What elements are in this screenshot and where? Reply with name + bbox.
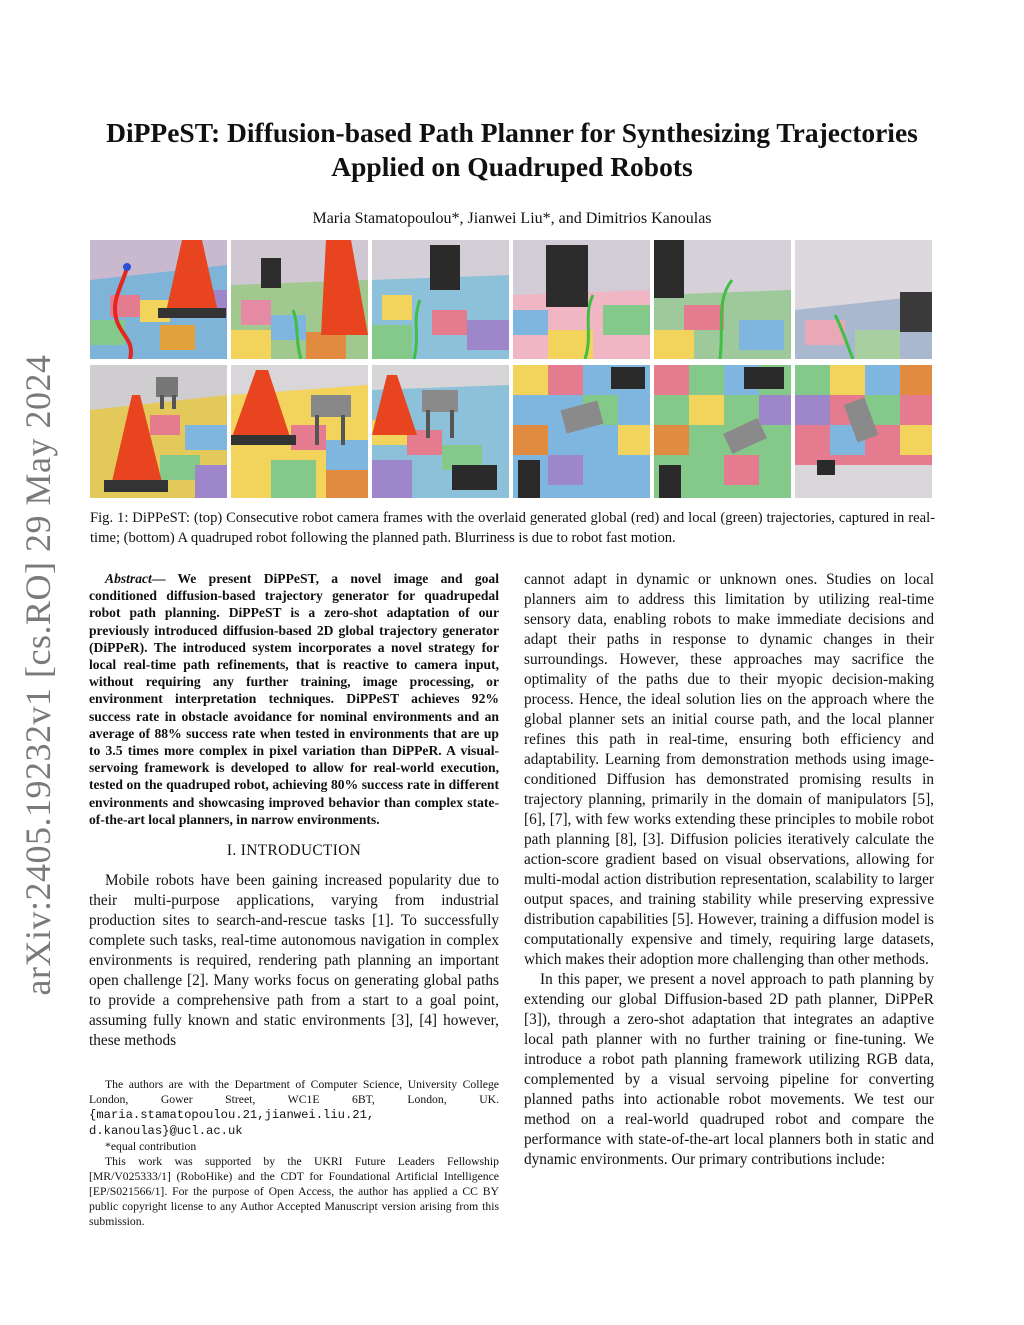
right-column	[524, 570, 934, 1170]
title-line-1: DiPPeST: Diffusion-based Path Planner for Synthesizing Trajectories	[106, 117, 918, 148]
robot-view-3	[372, 365, 509, 498]
robot-view-4	[513, 365, 650, 498]
footnote-funding: This work was supported by the UKRI Future Leaders Fellowship [MR/V025333/1] (RoboHike) and the CDT for Foundational Artificial Intelligence [EP/S021566/1]. For the purpose of Open Access, the author has applied a CC BY public copyright license to any Author Accepted Manuscript version arising from this submission.	[89, 1155, 499, 1228]
footnotes	[89, 1077, 499, 1229]
intro-paragraph-2: cannot adapt in dynamic or unknown ones. Studies on local planners aim to address this limitation by utilizing real-time sensory data, enabling robots to make immediate decisions and adapt their paths in response to dynamic changes in their surroundings. However, these approaches may sacrifice the optimality of the paths due to their myopic decision-making process. Hence, the ideal solution lies on the approach where the global planner sets an initial course path, and the local planner refines this path in real-time, ensuring both efficiency and adaptability. Learning from demonstration methods using image-conditioned Diffusion has demonstrated promising results in trajectory planning, primarily in the domain of manipulators [5], [6], [7], with few works extending these principles to mobile robot path planning [8], [3]. Diffusion policies iteratively calculate the action-score gradient based on visual observations, allowing for multi-modal action distribution representation, scalability to larger output spaces, and training stability while preserving expressive distribution capabilities [5]. However, training a diffusion model is computationally expensive and timely, requiring large datasets, which makes their adoption more challenging than other methods.	[524, 571, 934, 968]
camera-frame-2	[231, 240, 368, 359]
intro-paragraph-3: In this paper, we present a novel approach to path planning by extending our global Diffusion-based 2D path planner, DiPPeR [3]), through a zero-shot adaptation that integrates an adaptive local path planner with no further training or fine-tuning. We introduce a robot path planning framework utilizing RGB data, complemented by a visual servoing pipeline for converting planned paths into actionable robot movements. We test our method on a real-world quadruped robot and compare the performance with state-of-the-art local planners both in static and dynamic environments. Our primary contributions include:	[524, 971, 934, 1168]
title-line-2: Applied on Quadruped Robots	[331, 151, 693, 182]
arxiv-side-stamp	[8, 350, 68, 1000]
intro-paragraph-1: Mobile robots have been gaining increased popularity due to their multi-purpose applications, varying from industrial production sites to search-and-rescue tasks [1]. To successfully complete such tasks, real-time autonomous navigation in complex environments is required, rendering path planning an important open challenge [2]. Many works focus on generating global paths to provide a comprehensive path from a start to a goal point, assuming fully known and static environments [3], [4] however, these methods	[89, 872, 499, 1050]
camera-frame-3	[372, 240, 509, 359]
affiliation-text: The authors are with the Department of Computer Science, University College London, Gower Street, WC1E 6BT, London, UK.	[89, 1078, 499, 1106]
arxiv-id: arXiv:2405.19232v1 [cs.RO] 29 May 2024	[18, 354, 58, 996]
robot-view-2	[231, 365, 368, 498]
paper-title	[60, 116, 964, 184]
left-column	[89, 570, 499, 1051]
footnote-affiliation	[89, 1077, 499, 1139]
camera-frame-4	[513, 240, 650, 359]
abstract	[89, 570, 499, 828]
author-emails-2: d.kanoulas}@ucl.ac.uk	[89, 1124, 243, 1138]
figure-1	[90, 240, 935, 498]
robot-view-6	[795, 365, 932, 498]
section-heading-introduction: I. INTRODUCTION	[226, 842, 362, 860]
camera-frame-5	[654, 240, 791, 359]
figure-caption: Fig. 1: DiPPeST: (top) Consecutive robot camera frames with the overlaid generated global (red) and local (green) trajectories, captured in real-time; (bottom) A quadruped robot following the planned path. Blurriness is due to robot fast motion.	[90, 510, 935, 546]
abstract-label: Abstract	[105, 571, 152, 586]
robot-view-5	[654, 365, 791, 498]
abstract-text: — We present DiPPeST, a novel image and goal conditioned diffusion-based trajectory generator for quadrupedal robot path planning. DiPPeST is a zero-shot adaptation of our previously introduced diffusion-based 2D global trajectory generator (DiPPeR). The introduced system incorporates a novel strategy for local real-time path refinements, that is reactive to camera input, without requiring any further training, image processing, or environment interpretation techniques. DiPPeST achieves 92% success rate in obstacle avoidance for nominal environments and an average of 88% success rate when tested in environments that are up to 3.5 times more complex in pixel variation than DiPPeR. A visual-servoing framework is developed to allow for real-world execution, tested on the quadruped robot, achieving 80% success rate in different environments and showcasing improved behavior than complex state-of-the-art local planners, in narrow environments.	[89, 571, 499, 827]
camera-frame-1	[90, 240, 227, 359]
author-emails: {maria.stamatopoulou.21,jianwei.liu.21,	[89, 1108, 375, 1122]
footnote-equal-contribution: *equal contribution	[105, 1140, 197, 1153]
camera-frame-6	[795, 240, 932, 359]
robot-view-1	[90, 365, 227, 498]
author-list: Maria Stamatopoulou*, Jianwei Liu*, and Dimitrios Kanoulas	[312, 210, 712, 227]
